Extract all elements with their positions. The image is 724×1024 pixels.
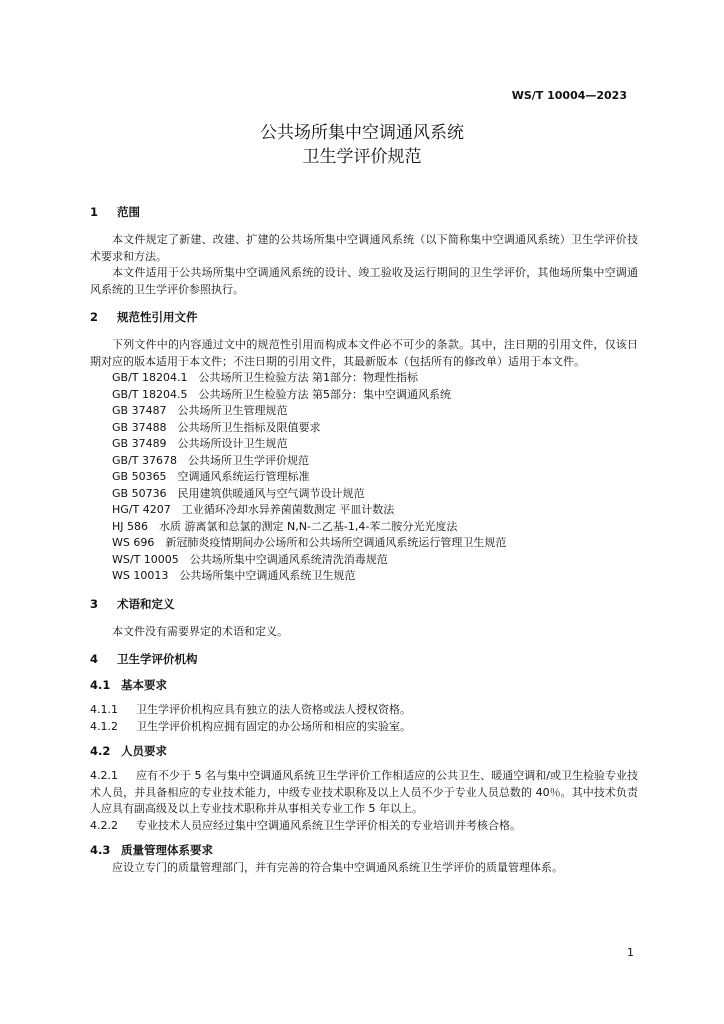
document-body (90, 203, 638, 877)
reference-item: WS 10013 公共场所集中空调通风系统卫生规范 (112, 569, 356, 582)
section-2-heading (90, 308, 638, 327)
section-title: 范围 (117, 205, 140, 219)
reference-item: WS/T 10005 公共场所集中空调通风系统清洗消毒规范 (112, 552, 388, 566)
subsection-number: 4.3 (90, 843, 111, 857)
page-number: 1 (627, 946, 634, 959)
subsection-title: 基本要求 (121, 678, 167, 692)
subsection-4-2-heading (90, 742, 638, 761)
reference-item: HJ 586 水质 游离氯和总氯的测定 N,N-二乙基-1,4-苯二胺分光光度法 (112, 519, 458, 533)
clause-4-2-2 (90, 818, 638, 835)
section-number: 3 (90, 596, 99, 611)
clause-4-1-2 (90, 719, 638, 736)
reference-item: GB 37489 公共场所设计卫生规范 (112, 437, 288, 450)
reference-item: GB 50736 民用建筑供暖通风与空气调节设计规范 (112, 486, 365, 500)
subsection-number: 4.2 (90, 744, 111, 758)
section-1-heading (90, 203, 638, 222)
clause-number: 4.2.1 (90, 769, 118, 782)
clause-4-1-1 (90, 702, 638, 719)
section-number: 1 (90, 205, 99, 219)
subsection-number: 4.1 (90, 678, 111, 692)
title-line-1: 公共场所集中空调通风系统 (260, 123, 464, 143)
section-2-paragraph-1: 下列文件中的内容通过文中的规范性引用而构成本文件必不可少的条款。其中，注日期的引用文件，仅该日期对应的版本适用于本文件；不注日期的引用文件，其最新版本（包括所有的修改单）适用于本文件。 (90, 338, 638, 368)
clause-text: 卫生学评价机构应具有独立的法人资格或法人授权资格。 (136, 703, 411, 716)
reference-item: GB/T 37678 公共场所卫生学评价规范 (112, 453, 309, 467)
section-number: 4 (90, 652, 99, 666)
clause-4-2-1 (90, 768, 638, 818)
subsection-4-1-heading (90, 676, 638, 695)
document-title (0, 121, 724, 169)
section-3-paragraph-1: 本文件没有需要界定的术语和定义。 (112, 624, 288, 638)
subsection-4-3-paragraph: 应设立专门的质量管理部门，并有完善的符合集中空调通风系统卫生学评价的质量管理体系。 (112, 861, 563, 874)
section-3-heading (90, 595, 638, 614)
reference-item: GB/T 18204.1 公共场所卫生检验方法 第1部分：物理性指标 (112, 371, 418, 384)
clause-number: 4.1.2 (90, 719, 118, 733)
section-title: 术语和定义 (117, 596, 175, 611)
subsection-title: 质量管理体系要求 (121, 843, 213, 857)
reference-list (90, 370, 638, 585)
section-number: 2 (90, 310, 99, 324)
section-title: 卫生学评价机构 (117, 652, 198, 666)
title-line-2: 卫生学评价规范 (302, 147, 422, 167)
clause-number: 4.2.2 (90, 818, 118, 832)
subsection-4-3-heading (90, 841, 638, 860)
section-1-paragraph-1: 本文件规定了新建、改建、扩建的公共场所集中空调通风系统（以下简称集中空调通风系统）卫生学评价技术要求和方法。 (90, 233, 638, 263)
section-4-heading (90, 650, 638, 669)
reference-item: WS 696 新冠肺炎疫情期间办公场所和公共场所空调通风系统运行管理卫生规范 (112, 536, 507, 549)
section-title: 规范性引用文件 (117, 310, 198, 324)
clause-text: 专业技术人员应经过集中空调通风系统卫生学评价相关的专业培训并考核合格。 (136, 818, 521, 832)
subsection-title: 人员要求 (121, 744, 167, 758)
reference-item: HG/T 4207 工业循环冷却水异养菌菌数测定 平皿计数法 (112, 503, 395, 516)
clause-text: 应有不少于 5 名与集中空调通风系统卫生学评价工作相适应的公共卫生、暖通空调和/或卫生检验专业技术人员，并具备相应的专业技术能力，中级专业技术职称及以上人员不少于专业人员总数的 40％。其中技术负责人应具有副高级及以上专业技术职称并从事相关专业工作 5 年以上。 (90, 769, 638, 815)
section-1-paragraph-2: 本文件适用于公共场所集中空调通风系统的设计、竣工验收及运行期间的卫生学评价，其他场所集中空调通风系统的卫生学评价参照执行。 (90, 266, 638, 296)
standard-code: WS/T 10004—2023 (511, 89, 627, 102)
reference-item: GB 37488 公共场所卫生指标及限值要求 (112, 420, 321, 434)
clause-number: 4.1.1 (90, 703, 118, 716)
clause-text: 卫生学评价机构应拥有固定的办公场所和相应的实验室。 (136, 719, 411, 733)
reference-item: GB 50365 空调通风系统运行管理标准 (112, 470, 310, 483)
reference-item: GB/T 18204.5 公共场所卫生检验方法 第5部分：集中空调通风系统 (112, 387, 451, 401)
reference-item: GB 37487 公共场所卫生管理规范 (112, 404, 288, 417)
